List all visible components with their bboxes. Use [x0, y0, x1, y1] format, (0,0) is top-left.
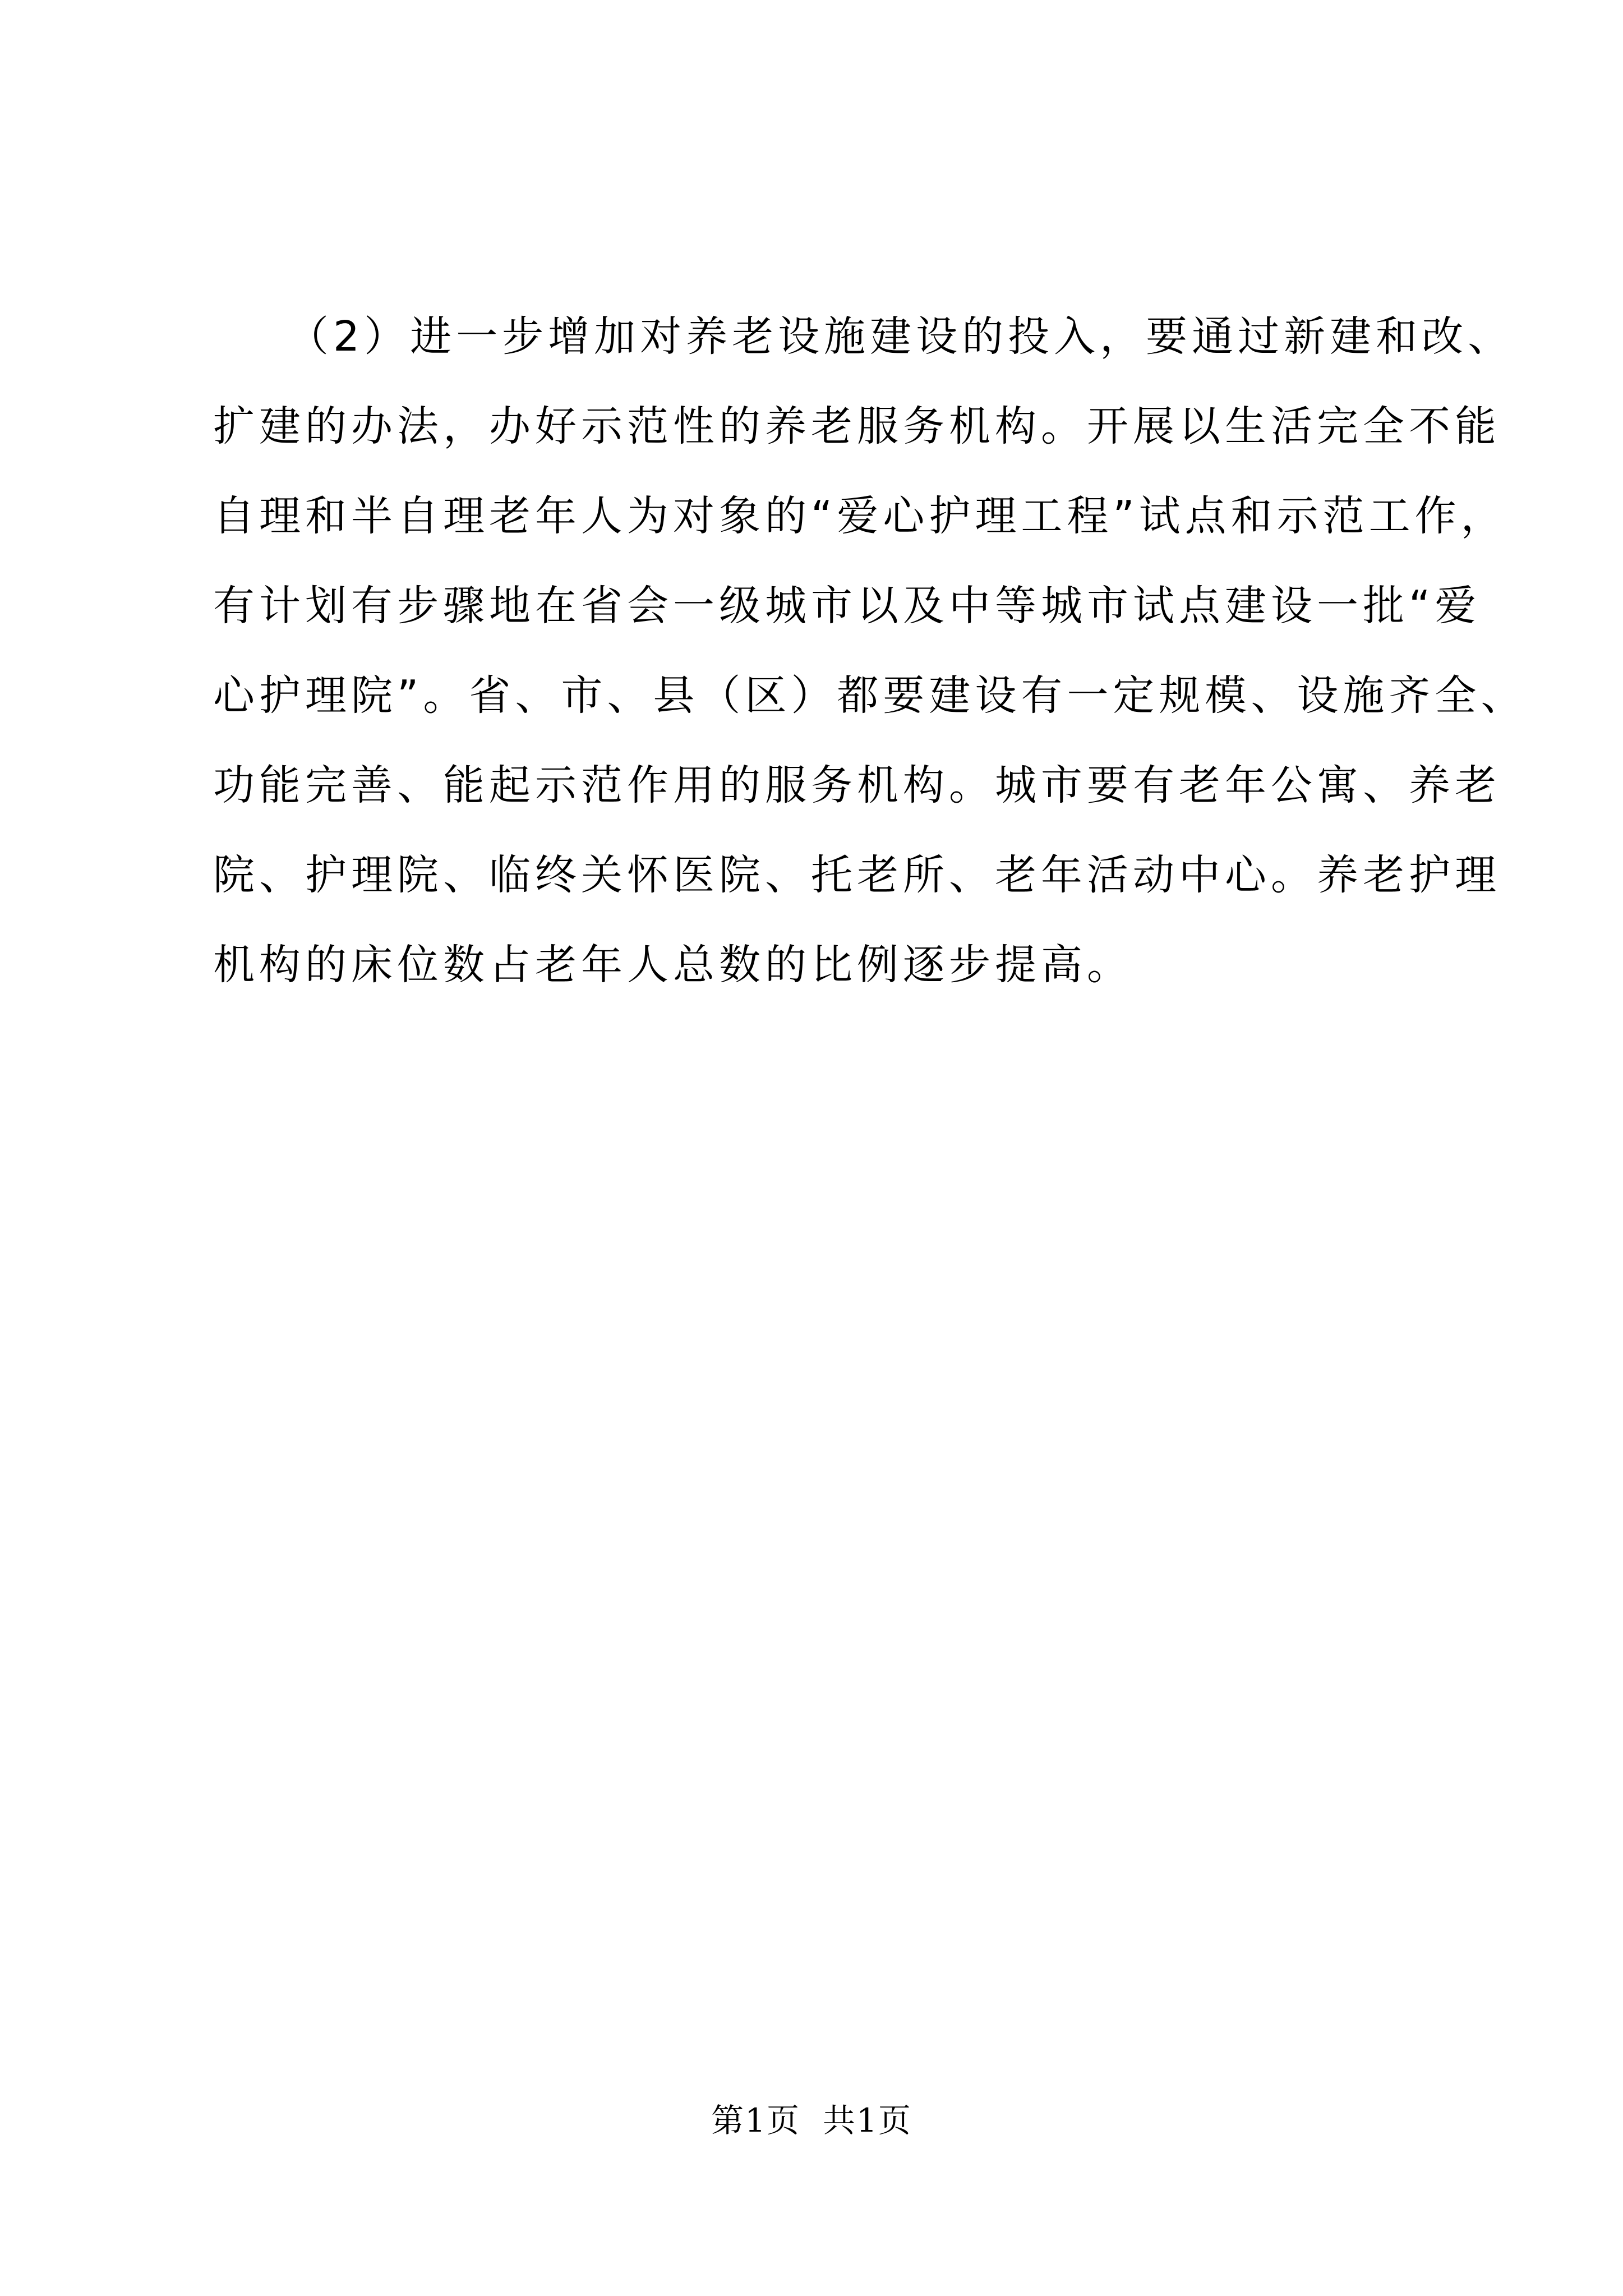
paragraph-line: 院、护理院、临终关怀医院、托老所、老年活动中心。养老护理 — [213, 851, 1501, 899]
paragraph-line: 扩建的办法，办好示范性的养老服务机构。开展以生活完全不能 — [213, 402, 1501, 450]
page-number: 第1页 — [711, 2101, 800, 2139]
paragraph-line: 功能完善、能起示范作用的服务机构。城市要有老年公寓、养老 — [213, 761, 1501, 809]
paragraph-line: 机构的床位数占老年人总数的比例逐步提高。 — [213, 941, 1133, 989]
page-footer — [0, 2098, 1623, 2143]
paragraph-line: 心护理院”。省、市、县（区）都要建设有一定规模、设施齐全、 — [213, 671, 1527, 720]
paragraph — [213, 292, 1527, 1010]
paragraph-line: 有计划有步骤地在省会一级城市以及中等城市试点建设一批“爱 — [213, 582, 1481, 630]
paragraph-line: （2）进一步增加对养老设施建设的投入，要通过新建和改、 — [287, 312, 1514, 361]
paragraph-line: 自理和半自理老年人为对象的“爱心护理工程”试点和示范工作， — [213, 492, 1507, 540]
total-pages: 共1页 — [823, 2101, 912, 2139]
